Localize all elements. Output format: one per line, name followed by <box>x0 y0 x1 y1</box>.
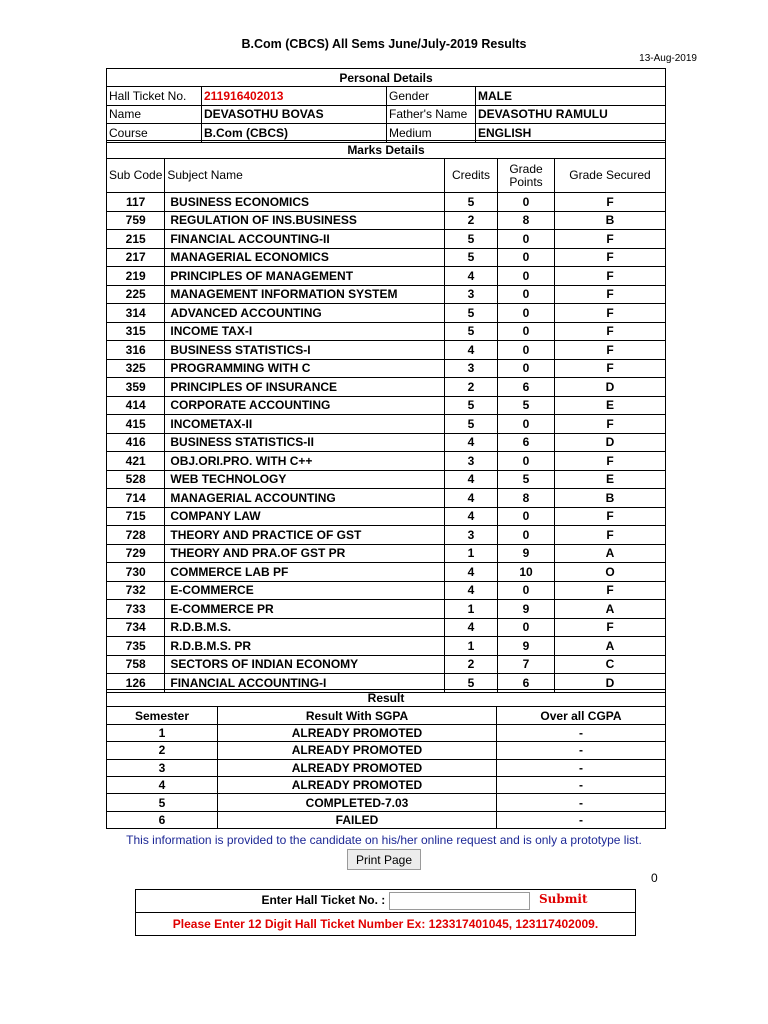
col-grade-secured: Grade Secured <box>555 159 666 193</box>
grade-secured-cell: F <box>555 507 666 526</box>
credits-cell: 1 <box>445 637 498 656</box>
subject-name-cell: BUSINESS STATISTICS-I <box>165 341 445 360</box>
grade-points-cell: 0 <box>498 507 555 526</box>
overall-cgpa-cell: - <box>497 794 666 811</box>
subject-name-cell: FINANCIAL ACCOUNTING-I <box>165 674 445 693</box>
grade-secured-cell: O <box>555 563 666 582</box>
result-table <box>106 689 666 829</box>
marks-row <box>107 544 666 563</box>
grade-points-cell: 10 <box>498 563 555 582</box>
sub-code-cell: 359 <box>107 378 165 397</box>
marks-row <box>107 452 666 471</box>
subject-name-cell: OBJ.ORI.PRO. WITH C++ <box>165 452 445 471</box>
marks-row <box>107 193 666 212</box>
result-date: 13-Aug-2019 <box>639 53 697 64</box>
sub-code-cell: 325 <box>107 359 165 378</box>
grade-points-cell: 6 <box>498 378 555 397</box>
marks-row <box>107 285 666 304</box>
grade-secured-cell: F <box>555 359 666 378</box>
marks-row <box>107 433 666 452</box>
overall-cgpa-cell: - <box>497 759 666 776</box>
result-body <box>107 724 666 828</box>
marks-row <box>107 637 666 656</box>
grade-secured-cell: F <box>555 526 666 545</box>
col-overall-cgpa: Over all CGPA <box>497 707 666 724</box>
credits-cell: 4 <box>445 470 498 489</box>
personal-details-table <box>106 68 666 143</box>
credits-cell: 1 <box>445 600 498 619</box>
grade-points-cell: 0 <box>498 452 555 471</box>
credits-cell: 5 <box>445 304 498 323</box>
sub-code-cell: 732 <box>107 581 165 600</box>
marks-row <box>107 655 666 674</box>
grade-secured-cell: D <box>555 378 666 397</box>
subject-name-cell: MANAGERIAL ECONOMICS <box>165 248 445 267</box>
credits-cell: 1 <box>445 544 498 563</box>
subject-name-cell: REGULATION OF INS.BUSINESS <box>165 211 445 230</box>
marks-details-heading: Marks Details <box>107 141 666 159</box>
overall-cgpa-cell: - <box>497 724 666 741</box>
sub-code-cell: 415 <box>107 415 165 434</box>
subject-name-cell: FINANCIAL ACCOUNTING-II <box>165 230 445 249</box>
grade-secured-cell: D <box>555 674 666 693</box>
subject-name-cell: COMMERCE LAB PF <box>165 563 445 582</box>
credits-cell: 4 <box>445 507 498 526</box>
subject-name-cell: PRINCIPLES OF INSURANCE <box>165 378 445 397</box>
credits-cell: 5 <box>445 415 498 434</box>
grade-secured-cell: F <box>555 304 666 323</box>
subject-name-cell: BUSINESS STATISTICS-II <box>165 433 445 452</box>
marks-row <box>107 267 666 286</box>
grade-secured-cell: F <box>555 581 666 600</box>
sub-code-cell: 715 <box>107 507 165 526</box>
grade-points-cell: 0 <box>498 248 555 267</box>
marks-row <box>107 581 666 600</box>
grade-points-cell: 6 <box>498 433 555 452</box>
marks-row <box>107 507 666 526</box>
print-page-button[interactable]: Print Page <box>347 849 421 870</box>
credits-cell: 5 <box>445 396 498 415</box>
semester-cell: 6 <box>107 811 218 828</box>
semester-cell: 2 <box>107 742 218 759</box>
sub-code-cell: 528 <box>107 470 165 489</box>
overall-cgpa-cell: - <box>497 776 666 793</box>
subject-name-cell: ADVANCED ACCOUNTING <box>165 304 445 323</box>
info-note: This information is provided to the candidate on his/her online request and is only a prototype list. <box>126 833 642 847</box>
marks-row <box>107 470 666 489</box>
sub-code-cell: 729 <box>107 544 165 563</box>
credits-cell: 4 <box>445 563 498 582</box>
subject-name-cell: THEORY AND PRACTICE OF GST <box>165 526 445 545</box>
grade-secured-cell: F <box>555 193 666 212</box>
course-value: B.Com (CBCS) <box>202 124 387 142</box>
name-label: Name <box>107 105 202 123</box>
sub-code-cell: 734 <box>107 618 165 637</box>
result-sgpa-cell: ALREADY PROMOTED <box>218 724 497 741</box>
marks-row <box>107 489 666 508</box>
marks-row <box>107 415 666 434</box>
grade-points-cell: 5 <box>498 396 555 415</box>
page-title: B.Com (CBCS) All Sems June/July-2019 Results <box>241 37 527 51</box>
grade-points-cell: 0 <box>498 415 555 434</box>
sub-code-cell: 421 <box>107 452 165 471</box>
result-sgpa-cell: ALREADY PROMOTED <box>218 776 497 793</box>
col-grade-points: Grade Points <box>498 159 555 193</box>
course-label: Course <box>107 124 202 142</box>
grade-points-cell: 0 <box>498 285 555 304</box>
col-sub-code: Sub Code <box>107 159 165 193</box>
marks-body <box>107 193 666 693</box>
subject-name-cell: PRINCIPLES OF MANAGEMENT <box>165 267 445 286</box>
col-credits: Credits <box>445 159 498 193</box>
sub-code-cell: 315 <box>107 322 165 341</box>
medium-value: ENGLISH <box>476 124 666 142</box>
subject-name-cell: INCOME TAX-I <box>165 322 445 341</box>
grade-points-cell: 8 <box>498 211 555 230</box>
result-heading: Result <box>107 690 666 707</box>
grade-points-cell: 0 <box>498 230 555 249</box>
marks-row <box>107 563 666 582</box>
hall-ticket-value: 211916402013 <box>202 87 387 105</box>
grade-secured-cell: F <box>555 341 666 360</box>
grade-points-cell: 8 <box>498 489 555 508</box>
grade-secured-cell: C <box>555 655 666 674</box>
credits-cell: 4 <box>445 618 498 637</box>
grade-points-cell: 0 <box>498 267 555 286</box>
semester-cell: 3 <box>107 759 218 776</box>
subject-name-cell: CORPORATE ACCOUNTING <box>165 396 445 415</box>
result-sgpa-cell: ALREADY PROMOTED <box>218 759 497 776</box>
overall-cgpa-cell: - <box>497 811 666 828</box>
credits-cell: 4 <box>445 581 498 600</box>
grade-secured-cell: B <box>555 211 666 230</box>
credits-cell: 3 <box>445 359 498 378</box>
sub-code-cell: 414 <box>107 396 165 415</box>
credits-cell: 4 <box>445 433 498 452</box>
col-result-sgpa: Result With SGPA <box>218 707 497 724</box>
grade-points-cell: 0 <box>498 304 555 323</box>
marks-row <box>107 304 666 323</box>
hall-ticket-warning: Please Enter 12 Digit Hall Ticket Number Ex: 123317401045, 123117402009. <box>136 913 636 936</box>
grade-secured-cell: A <box>555 637 666 656</box>
sub-code-cell: 316 <box>107 341 165 360</box>
grade-secured-cell: D <box>555 433 666 452</box>
overall-cgpa-cell: - <box>497 742 666 759</box>
grade-points-cell: 9 <box>498 600 555 619</box>
result-row <box>107 742 666 759</box>
subject-name-cell: INCOMETAX-II <box>165 415 445 434</box>
sub-code-cell: 215 <box>107 230 165 249</box>
grade-points-cell: 9 <box>498 637 555 656</box>
sub-code-cell: 217 <box>107 248 165 267</box>
grade-secured-cell: F <box>555 230 666 249</box>
subject-name-cell: R.D.B.M.S. <box>165 618 445 637</box>
subject-name-cell: SECTORS OF INDIAN ECONOMY <box>165 655 445 674</box>
subject-name-cell: MANAGEMENT INFORMATION SYSTEM <box>165 285 445 304</box>
semester-cell: 1 <box>107 724 218 741</box>
submit-button[interactable]: Submit <box>538 892 588 906</box>
sub-code-cell: 117 <box>107 193 165 212</box>
sub-code-cell: 126 <box>107 674 165 693</box>
grade-points-cell: 0 <box>498 618 555 637</box>
subject-name-cell: WEB TECHNOLOGY <box>165 470 445 489</box>
grade-secured-cell: B <box>555 489 666 508</box>
marks-row <box>107 600 666 619</box>
personal-details-heading: Personal Details <box>107 69 666 87</box>
subject-name-cell: PROGRAMMING WITH C <box>165 359 445 378</box>
credits-cell: 4 <box>445 267 498 286</box>
grade-secured-cell: F <box>555 452 666 471</box>
sub-code-cell: 759 <box>107 211 165 230</box>
marks-row <box>107 396 666 415</box>
subject-name-cell: E-COMMERCE <box>165 581 445 600</box>
grade-points-cell: 0 <box>498 322 555 341</box>
sub-code-cell: 733 <box>107 600 165 619</box>
result-row <box>107 759 666 776</box>
result-row <box>107 811 666 828</box>
subject-name-cell: COMPANY LAW <box>165 507 445 526</box>
grade-points-cell: 0 <box>498 526 555 545</box>
marks-row <box>107 230 666 249</box>
marks-row <box>107 378 666 397</box>
marks-row <box>107 526 666 545</box>
credits-cell: 5 <box>445 674 498 693</box>
search-row <box>136 890 636 913</box>
marks-row <box>107 322 666 341</box>
credits-cell: 5 <box>445 193 498 212</box>
grade-secured-cell: F <box>555 285 666 304</box>
subject-name-cell: E-COMMERCE PR <box>165 600 445 619</box>
hall-ticket-search-form <box>135 889 636 936</box>
sub-code-cell: 735 <box>107 637 165 656</box>
medium-label: Medium <box>387 124 476 142</box>
marks-row <box>107 359 666 378</box>
credits-cell: 5 <box>445 322 498 341</box>
result-row <box>107 724 666 741</box>
hall-ticket-label: Hall Ticket No. <box>107 87 202 105</box>
sub-code-cell: 728 <box>107 526 165 545</box>
credits-cell: 5 <box>445 230 498 249</box>
col-subject-name: Subject Name <box>165 159 445 193</box>
result-row <box>107 794 666 811</box>
credits-cell: 3 <box>445 285 498 304</box>
sub-code-cell: 416 <box>107 433 165 452</box>
sub-code-cell: 219 <box>107 267 165 286</box>
father-name-label: Father's Name <box>387 105 476 123</box>
grade-secured-cell: E <box>555 396 666 415</box>
col-semester: Semester <box>107 707 218 724</box>
sub-code-cell: 714 <box>107 489 165 508</box>
gender-label: Gender <box>387 87 476 105</box>
grade-points-cell: 0 <box>498 359 555 378</box>
credits-cell: 2 <box>445 378 498 397</box>
sub-code-cell: 730 <box>107 563 165 582</box>
hall-ticket-input[interactable] <box>389 892 530 910</box>
grade-points-cell: 9 <box>498 544 555 563</box>
grade-secured-cell: F <box>555 248 666 267</box>
credits-cell: 4 <box>445 489 498 508</box>
grade-points-cell: 0 <box>498 581 555 600</box>
result-sgpa-cell: ALREADY PROMOTED <box>218 742 497 759</box>
marks-details-table <box>106 140 666 693</box>
grade-secured-cell: A <box>555 600 666 619</box>
credits-cell: 2 <box>445 211 498 230</box>
marks-row <box>107 618 666 637</box>
grade-secured-cell: F <box>555 322 666 341</box>
grade-points-cell: 0 <box>498 193 555 212</box>
grade-points-cell: 6 <box>498 674 555 693</box>
credits-cell: 5 <box>445 248 498 267</box>
credits-cell: 3 <box>445 526 498 545</box>
subject-name-cell: BUSINESS ECONOMICS <box>165 193 445 212</box>
subject-name-cell: THEORY AND PRA.OF GST PR <box>165 544 445 563</box>
result-sgpa-cell: COMPLETED-7.03 <box>218 794 497 811</box>
visit-counter: 0 <box>651 871 658 885</box>
credits-cell: 4 <box>445 341 498 360</box>
result-sgpa-cell: FAILED <box>218 811 497 828</box>
semester-cell: 5 <box>107 794 218 811</box>
subject-name-cell: MANAGERIAL ACCOUNTING <box>165 489 445 508</box>
sub-code-cell: 758 <box>107 655 165 674</box>
marks-row <box>107 341 666 360</box>
result-row <box>107 776 666 793</box>
grade-points-cell: 0 <box>498 341 555 360</box>
semester-cell: 4 <box>107 776 218 793</box>
credits-cell: 3 <box>445 452 498 471</box>
marks-row <box>107 211 666 230</box>
grade-secured-cell: F <box>555 267 666 286</box>
grade-secured-cell: F <box>555 415 666 434</box>
marks-row <box>107 248 666 267</box>
name-value: DEVASOTHU BOVAS <box>202 105 387 123</box>
gender-value: MALE <box>476 87 666 105</box>
grade-secured-cell: E <box>555 470 666 489</box>
hall-ticket-input-label: Enter Hall Ticket No. : <box>261 893 386 908</box>
grade-points-cell: 7 <box>498 655 555 674</box>
grade-secured-cell: A <box>555 544 666 563</box>
sub-code-cell: 225 <box>107 285 165 304</box>
father-name-value: DEVASOTHU RAMULU <box>476 105 666 123</box>
credits-cell: 2 <box>445 655 498 674</box>
grade-secured-cell: F <box>555 618 666 637</box>
subject-name-cell: R.D.B.M.S. PR <box>165 637 445 656</box>
sub-code-cell: 314 <box>107 304 165 323</box>
grade-points-cell: 5 <box>498 470 555 489</box>
